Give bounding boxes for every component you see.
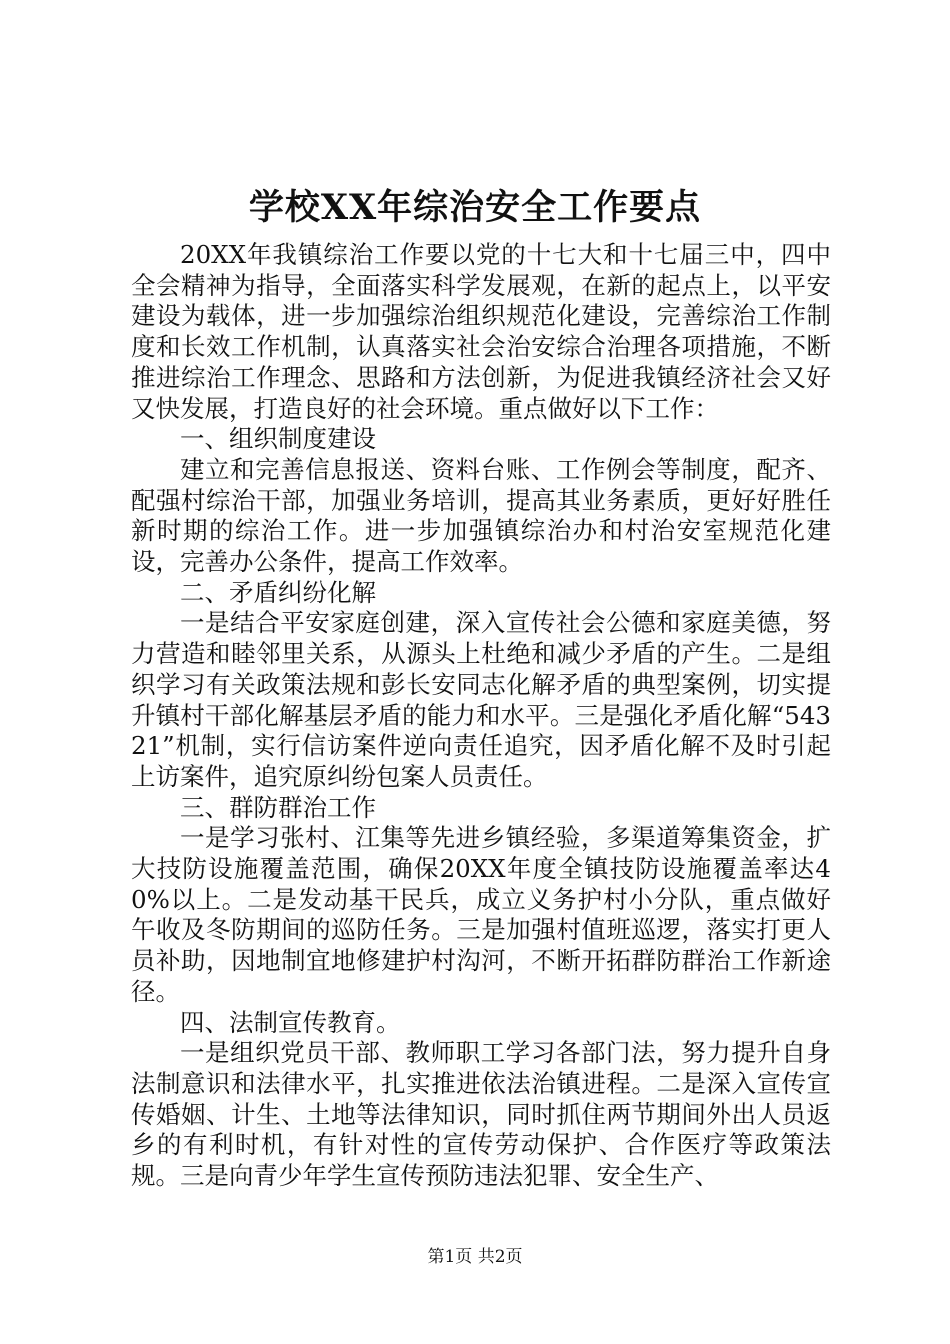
section-heading-1: 一、组织制度建设 — [180, 424, 376, 454]
page-number-footer: 第1页 共2页 — [427, 1247, 523, 1267]
section-heading-3: 三、群防群治工作 — [180, 792, 376, 822]
section-paragraph-1: 建立和完善信息报送、资料台账、工作例会等制度，配齐、配强村综治干部，加强业务培训，提高其业务素质，更好好胜任新时期的综治工作。进一步加强镇综治办和村治安室规范化建设，完善办公条件，提高工作效率。 — [131, 454, 831, 577]
document-title: 学校XX年综治安全工作要点 — [248, 187, 702, 228]
document-body — [131, 240, 831, 1192]
intro-paragraph: 20XX年我镇综治工作要以党的十七大和十七届三中，四中全会精神为指导，全面落实科学发展观，在新的起点上，以平安建设为载体，进一步加强综治组织规范化建设，完善综治工作制度和长效工作机制，认真落实社会治安综合治理各项措施，不断推进综治工作理念、思路和方法创新，为促进我镇经济社会又好又快发展，打造良好的社会环境。重点做好以下工作： — [131, 240, 831, 423]
section-heading-4: 四、法制宣传教育。 — [180, 1007, 401, 1037]
section-paragraph-2: 一是结合平安家庭创建，深入宣传社会公德和家庭美德，努力营造和睦邻里关系，从源头上杜绝和减少矛盾的产生。二是组织学习有关政策法规和彭长安同志化解矛盾的典型案例，切实提升镇村干部化解基层矛盾的能力和水平。三是强化矛盾化解“54321”机制，实行信访案件逆向责任追究，因矛盾化解不及时引起上访案件，追究原纠纷包案人员责任。 — [131, 608, 831, 791]
section-paragraph-4: 一是组织党员干部、教师职工学习各部门法，努力提升自身法制意识和法律水平，扎实推进依法治镇进程。二是深入宣传宣传婚姻、计生、土地等法律知识，同时抓住两节期间外出人员返乡的有利时机，有针对性的宣传劳动保护、合作医疗等政策法规。三是向青少年学生宣传预防违法犯罪、安全生产、 — [131, 1038, 831, 1191]
section-heading-2: 二、矛盾纠纷化解 — [180, 577, 376, 607]
section-paragraph-3: 一是学习张村、江集等先进乡镇经验，多渠道筹集资金，扩大技防设施覆盖范围，确保20XX年度全镇技防设施覆盖率达40%以上。二是发动基干民兵，成立义务护村小分队，重点做好午收及冬防期间的巡防任务。三是加强村值班巡逻，落实打更人员补助，因地制宜地修建护村沟河，不断开拓群防群治工作新途径。 — [131, 823, 831, 1006]
